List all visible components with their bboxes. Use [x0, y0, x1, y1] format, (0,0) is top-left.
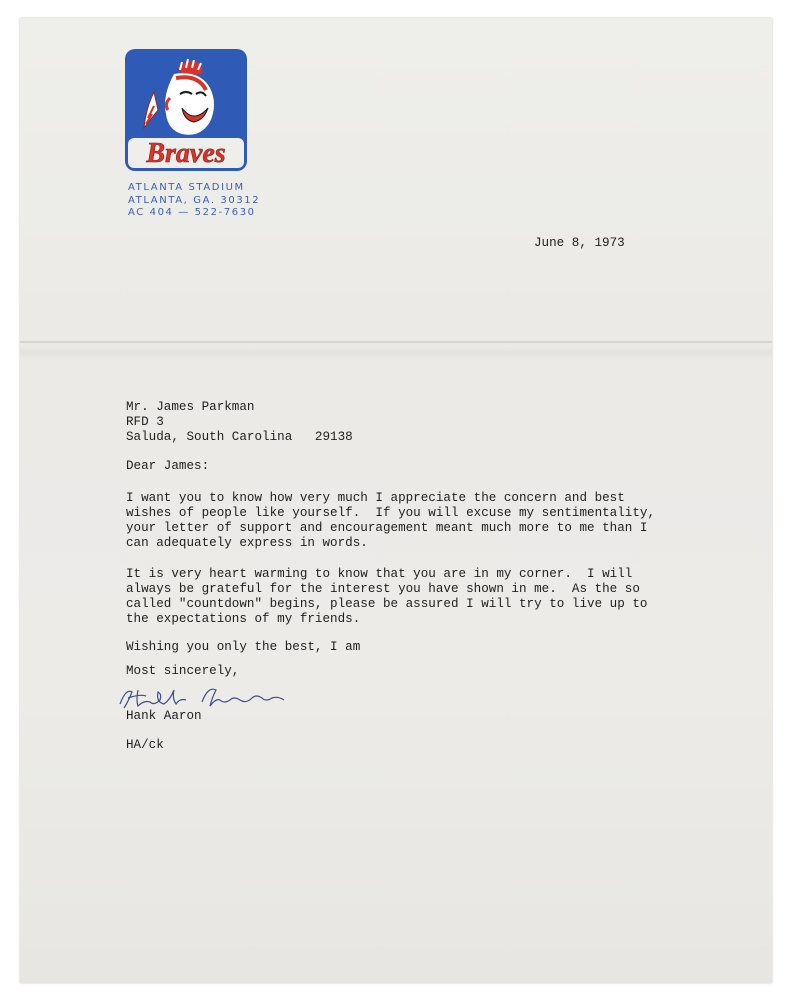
closing: Most sincerely, [126, 664, 240, 678]
letter-sheet [20, 18, 772, 983]
paragraph-1-line: wishes of people like yourself. If you will excuse my sentimentality, [126, 506, 656, 520]
letterhead-address-line-1: ATLANTA STADIUM [128, 182, 245, 193]
fold-line [20, 341, 772, 343]
paragraph-1-line: I want you to know how very much I appreciate the concern and best [126, 491, 625, 505]
typed-signature-name: Hank Aaron [126, 709, 202, 723]
recipient-name: Mr. James Parkman [126, 400, 255, 414]
paragraph-2-line: called "countdown" begins, please be assured I will try to live up to [126, 597, 648, 611]
letterhead-address-line-2: ATLANTA, GA. 30312 [128, 195, 261, 206]
recipient-city-state-zip: Saluda, South Carolina 29138 [126, 430, 353, 444]
paragraph-2-line: always be grateful for the interest you have shown in me. As the so [126, 582, 640, 596]
braves-logo-icon [124, 48, 248, 172]
paragraph-2-line: It is very heart warming to know that you are in my corner. I will [126, 567, 633, 581]
team-wordmark: Braves [146, 138, 226, 169]
paragraph-1-line: your letter of support and encouragement meant much more to me than I [126, 521, 648, 535]
recipient-line-2: RFD 3 [126, 415, 164, 429]
letterhead-phone: AC 404 — 522-7630 [128, 207, 256, 218]
braves-logo [124, 48, 248, 172]
paragraph-2-line: the expectations of my friends. [126, 612, 361, 626]
paragraph-3: Wishing you only the best, I am [126, 640, 361, 654]
paragraph-1-line: can adequately express in words. [126, 536, 368, 550]
reference-initials: HA/ck [126, 738, 164, 752]
salutation: Dear James: [126, 459, 210, 473]
signature [116, 682, 296, 712]
letter-date: June 8, 1973 [534, 236, 625, 250]
